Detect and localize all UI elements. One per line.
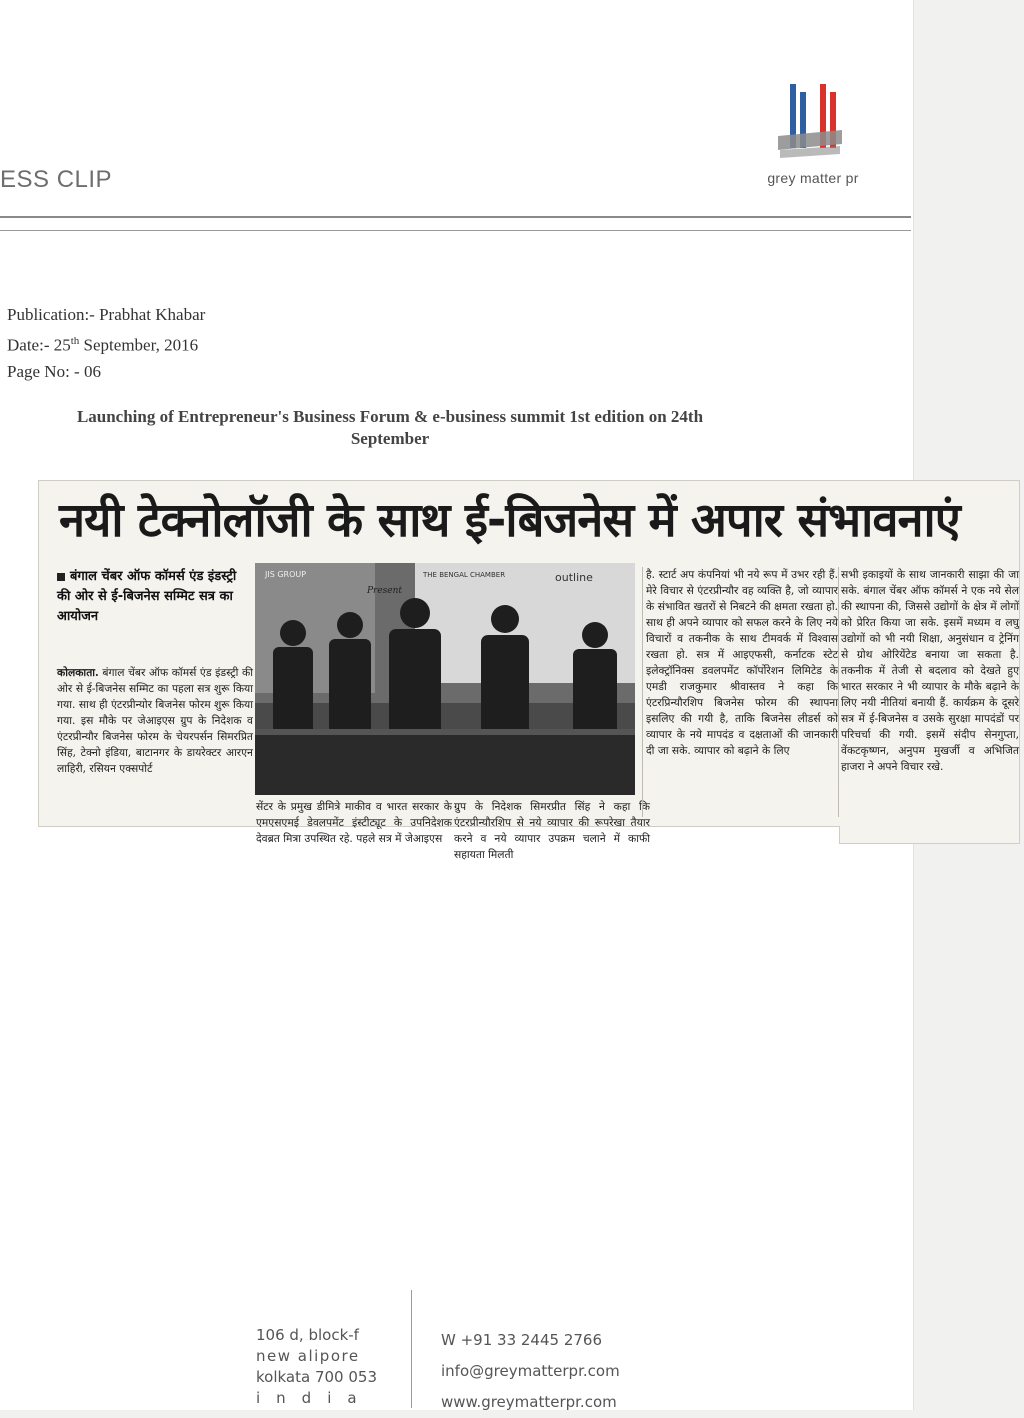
publication-line: Publication:- Prabhat Khabar <box>7 305 206 324</box>
website-link[interactable]: www.greymatterpr.com <box>441 1393 617 1411</box>
logo-wordmark: grey matter pr <box>767 170 859 186</box>
column-4-text: है. स्टार्ट अप कंपनियां भी नये रूप में उभर रही हैं. मेरे विचार से एंटरप्रीन्यौर वह व्यक्ति है, जो व्यापार के संभावित खतरों से निबटने की क्षमता रखता हो. साथ ही अपने व्यापार को सफल करने के लिए नये विचारों व तकनीक के साथ टीमवर्क में विश्वास रखता हो. सत्र में आइएफसी, कर्नाटक स्टेट इलेक्ट्रॉनिक्स डवलपमेंट कॉर्पोरेशन लिमिटेड के एमडी राजकुमार श्रीवास्तव ने कहा कि एंटरप्रिन्यौरशिप बिजनेस फोरम की स्थापना इसलिए की गयी है, ताकि बिजनेस लीडर्स को व्यापार के नये मापदंड व दक्षताओं की जानकारी दी जा सके. व्यापार को बढ़ाने के लिए <box>646 568 838 757</box>
article-column-3 <box>454 799 650 863</box>
header-rule-top <box>0 216 911 218</box>
bullet-icon <box>57 573 65 581</box>
column-divider <box>838 567 839 817</box>
address-line-4: india <box>256 1389 373 1407</box>
banner-right-text: outline <box>555 571 593 584</box>
clipping-lead-text: बंगाल चेंबर ऑफ कॉमर्स एंड इंडस्ट्री की ओर से ई-बिजनेस सम्मिट सत्र का आयोजन <box>57 569 237 624</box>
column-2-text: सेंटर के प्रमुख डीमित्रे माकीव व भारत सरकार के एमएसएमई डेवलपमेंट इंस्टीट्यूट के उपनिदेशक देवब्रत मित्रा उपस्थित रहे. पहले सत्र में जेआइएस <box>256 800 452 845</box>
column-divider <box>642 567 643 817</box>
article-column-4 <box>646 567 838 759</box>
address-line-3: kolkata 700 053 <box>256 1368 377 1386</box>
press-clip-label: ESS CLIP <box>0 166 113 193</box>
column-1-text: बंगाल चेंबर ऑफ कॉमर्स एंड इंडस्ट्री की ओर से ई-बिजनेस सम्मिट का पहला सत्र शुरू किया गया. साथ ही एंटरप्रीन्योर बिजनेस फोरम शुरू किया गया. इस मौके पर जेआइएस ग्रुप के निदेशक व एंटरप्रीन्यौर बिजनेस फोरम के चेयरपर्सन सिमरप्रित सिंह, टेक्नो इंडिया, बाटानगर के डायरेक्टर आरएन लाहिरी, रसियन एक्सपोर्ट <box>57 666 253 775</box>
clipping-tail <box>839 826 1020 844</box>
phone-number: W +91 33 2445 2766 <box>441 1331 602 1349</box>
date-prefix: Date:- 25 <box>7 335 71 355</box>
brand-logo <box>748 84 878 194</box>
clipping-lead <box>57 567 251 627</box>
date-ordinal: th <box>70 335 80 347</box>
dateline: कोलकाता. <box>57 666 99 679</box>
newspaper-clipping <box>38 480 1020 861</box>
footer-address <box>256 1325 377 1409</box>
footer-contact <box>441 1325 620 1418</box>
banner-present-text: Present <box>367 586 403 596</box>
date-suffix: September, 2016 <box>79 335 199 355</box>
grey-matter-logo-icon <box>774 84 844 164</box>
article-column-2 <box>256 799 452 847</box>
banner-mid-text: THE BENGAL CHAMBER <box>423 571 506 579</box>
banner-left-text: JIS GROUP <box>265 570 307 579</box>
clipping-title: नयी टेक्नोलॉजी के साथ ई-बिजनेस में अपार संभावनाएं <box>59 493 960 548</box>
article-column-1 <box>57 665 253 777</box>
email-link[interactable]: info@greymatterpr.com <box>441 1362 620 1380</box>
headline-line-1: Launching of Entrepreneur's Business Forum & e-business summit 1st edition on 24th <box>76 407 704 426</box>
address-line-1: 106 d, block-f <box>256 1326 359 1344</box>
headline-line-2: September <box>350 429 430 448</box>
date-line <box>7 328 205 359</box>
event-photo <box>255 563 635 795</box>
header-rule-bottom <box>0 230 911 231</box>
footer-divider <box>411 1290 412 1408</box>
event-photo-image <box>255 563 635 795</box>
address-line-2: new alipore <box>256 1347 360 1365</box>
article-column-5 <box>841 567 1019 775</box>
page-number-line: Page No: - 06 <box>7 361 101 381</box>
publication-meta <box>7 302 205 385</box>
column-5-text: सभी इकाइयों के साथ जानकारी साझा की जा सके. बंगाल चेंबर ऑफ कॉमर्स ने एक नये सेल की स्थापना की, जिससे उद्योगों के क्षेत्र में लोगों को प्रेरित किया जा सके. इसमें मध्यम व लघु उद्योगों को भी नयी शिक्षा, अनुसंधान व ट्रेनिंग से ग्रोथ ओरियेंटेड बनाया जा सकता है. तकनीक में तेजी से बदलाव को देखते हुए भारत सरकार ने भी व्यापार के मौके बढ़ाने के लिए नयी नीतियां बनायी हैं. कार्यक्रम के दूसरे सत्र में ई-बिजनेस व उसके सुरक्षा मापदंडों पर परिचर्चा की गयी. इसमें संदीप सेनगुप्ता, वेंकटकृष्णन, अनुपम मुखर्जी व अभिजित हाजरा ने अपने विचार रखे. <box>841 568 1019 773</box>
column-3-text: ग्रुप के निदेशक सिमरप्रीत सिंह ने कहा कि एंटरप्रीन्यौरशिप से नये व्यापार की रूपरेखा तैयार करने व नये व्यापार उपक्रम चलाने में काफी सहायता मिलती <box>454 800 650 861</box>
article-headline <box>20 406 760 450</box>
